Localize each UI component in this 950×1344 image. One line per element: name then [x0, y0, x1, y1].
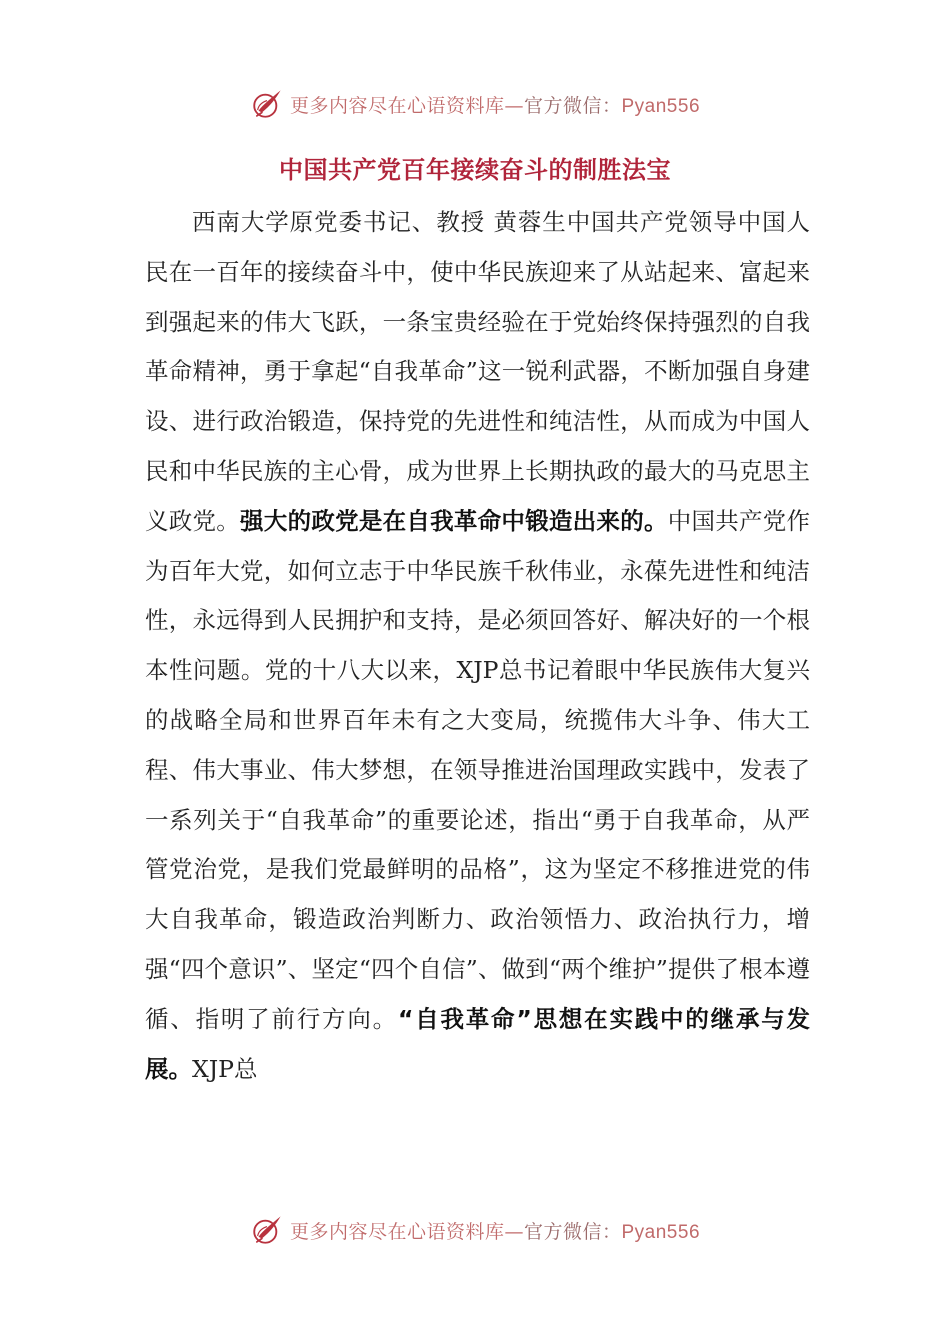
- banner-dash: —: [504, 94, 524, 117]
- wechat-id: Pyan556: [621, 95, 701, 117]
- pen-nib-logo-icon: [250, 1213, 284, 1247]
- banner-text: [290, 1217, 700, 1244]
- banner-main-text: 更多内容尽在心语资料库: [289, 94, 505, 117]
- wechat-label: 官方微信：: [523, 94, 622, 117]
- banner-dash: —: [504, 1220, 524, 1243]
- wechat-id: Pyan556: [621, 1221, 701, 1243]
- body-text-segment-2: 中国共产党作为百年大党，如何立志于中华民族千秋伟业，永葆先进性和纯洁性，永远得到人民拥护和支持，是必须回答好、解决好的一个根本性问题。党的十八大以来，XJP总书记着眼中华民族伟大复兴的战略全局和世界百年未有之大变局，统揽伟大斗争、伟大工程、伟大事业、伟大梦想，在领导推进治国理政实践中，发表了一系列关于“自我革命”的重要论述，指出“勇于自我革命，从严管党治党，是我们党最鲜明的品格”，这为坚定不移推进党的伟大自我革命，锻造政治判断力、政治领悟力、政治执行力，增强“四个意识”、坚定“四个自信”、做到“两个维护”提供了根本遵循、指明了前行方向。: [145, 506, 811, 1033]
- body-bold-heading-2: “自我革命”思想在实践中的继承与发展。: [145, 1004, 811, 1083]
- body-bold-heading-1: 强大的政党是在自我革命中锻造出来的。: [240, 506, 668, 535]
- wechat-label: 官方微信：: [523, 1220, 622, 1243]
- banner-text: [290, 91, 700, 118]
- body-text-segment-1: 西南大学原党委书记、教授 黄蓉生中国共产党领导中国人民在一百年的接续奋斗中，使中华民族迎来了从站起来、富起来到强起来的伟大飞跃，一条宝贵经验在于党始终保持强烈的自我革命精神，勇于拿起“自我革命”这一锐利武器，不断加强自身建设、进行政治锻造，保持党的先进性和纯洁性，从而成为中国人民和中华民族的主心骨，成为世界上长期执政的最大的马克思主义政党。: [145, 208, 810, 535]
- banner-main-text: 更多内容尽在心语资料库: [289, 1220, 505, 1243]
- pen-nib-logo-icon: [250, 87, 284, 121]
- header-banner: [0, 84, 950, 124]
- document-title: 中国共产党百年接续奋斗的制胜法宝: [279, 156, 671, 184]
- body-paragraph: [145, 198, 810, 1094]
- body-text-segment-3: XJP总: [192, 1054, 258, 1083]
- footer-banner: [0, 1210, 950, 1250]
